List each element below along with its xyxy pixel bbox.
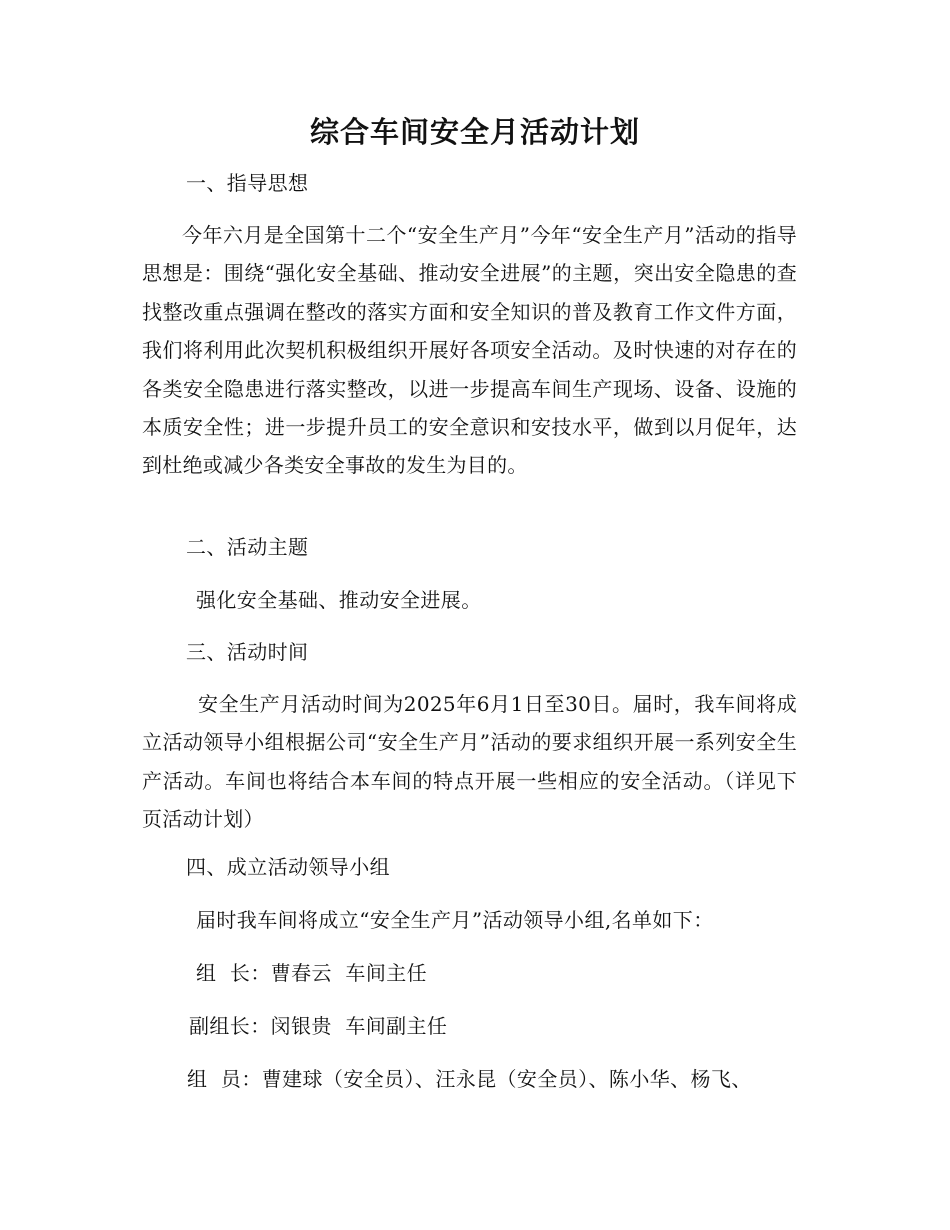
group-members-line: 组 员：曹建球（安全员）、汪永昆（安全员）、陈小华、杨飞、 xyxy=(187,1067,752,1091)
section-heading-activity-time: 三、活动时间 xyxy=(186,640,309,664)
leadership-group-intro: 届时我车间将成立“安全生产月”活动领导小组,名单如下： xyxy=(196,908,714,932)
document-title: 综合车间安全月活动计划 xyxy=(309,115,640,149)
section-heading-leadership-group: 四、成立活动领导小组 xyxy=(186,855,390,879)
deputy-leader-line: 副组长：闵银贵 车间副主任 xyxy=(189,1014,448,1038)
section-body-activity-time: 安全生产月活动时间为2025年6月1日至30日。届时，我车间将成立活动领导小组根据公司“安全生产月”活动的要求组织开展一系列安全生产活动。车间也将结合本车间的特点开展一些相应的安全活动。（详见下页活动计划） xyxy=(142,692,797,832)
section-heading-activity-theme: 二、活动主题 xyxy=(186,535,309,559)
section-heading-guiding-ideology: 一、指导思想 xyxy=(186,171,309,195)
section-body-guiding-ideology: 今年六月是全国第十二个“安全生产月”今年“安全生产月”活动的指导思想是：围绕“强化安全基础、推动安全进展”的主题，突出安全隐患的查找整改重点强调在整改的落实方面和安全知识的普及教育工作文件方面，我们将利用此次契机积极组织开展好各项安全活动。及时快速的对存在的各类安全隐患进行落实整改，以进一步提高车间生产现场、设备、设施的本质安全性；进一步提升员工的安全意识和安技水平，做到以月促年，达到杜绝或减少各类安全事故的发生为目的。 xyxy=(142,223,797,478)
group-leader-line: 组 长：曹春云 车间主任 xyxy=(196,961,428,985)
section-body-activity-theme: 强化安全基础、推动安全进展。 xyxy=(196,588,482,612)
